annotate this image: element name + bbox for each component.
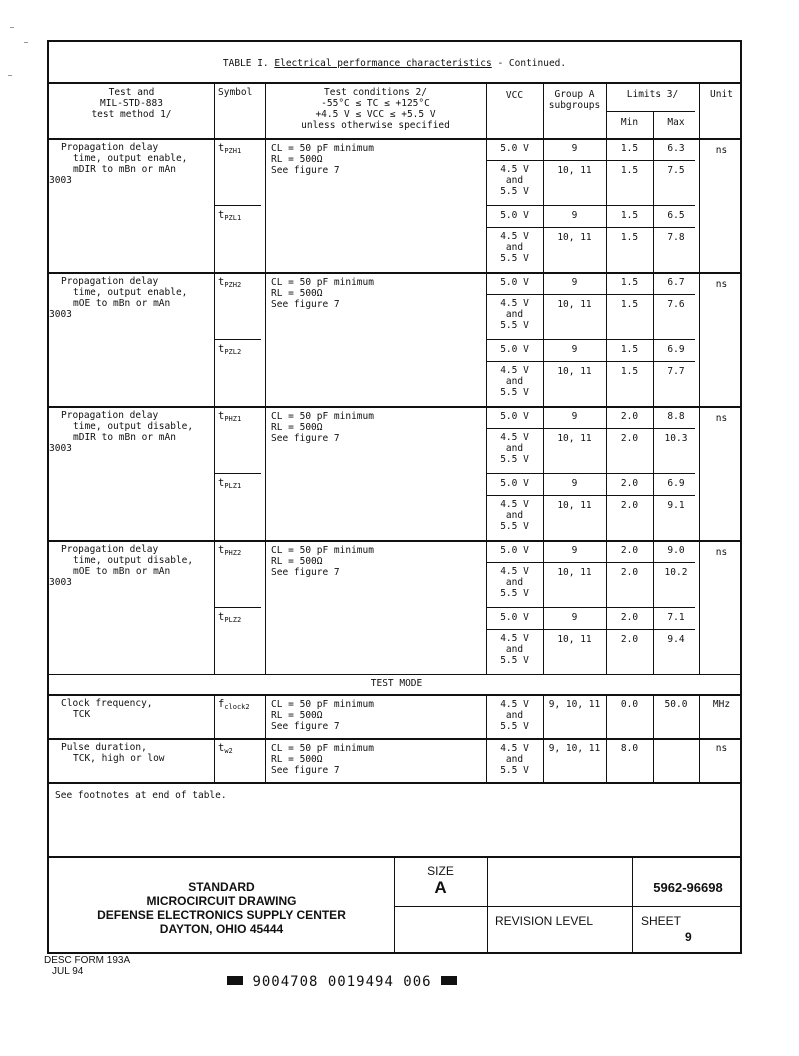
condition-line: CL = 50 pF minimum bbox=[271, 545, 374, 556]
test-description-line: mOE to mBn or mAn bbox=[73, 566, 171, 577]
unit-value: ns bbox=[715, 413, 728, 424]
table-title-underlined: Electrical performance characteristics bbox=[274, 58, 492, 69]
test-description-line: TCK bbox=[73, 709, 91, 720]
vcc-value: 5.5 V bbox=[500, 721, 529, 732]
vcc-value: 5.5 V bbox=[500, 521, 529, 532]
vcc-value: 4.5 V bbox=[500, 231, 529, 242]
vcc-value: 5.0 V bbox=[500, 411, 529, 422]
limit-max: 9.1 bbox=[667, 500, 685, 511]
vcc-value: 5.0 V bbox=[500, 277, 529, 288]
group-subgroups: 10, 11 bbox=[557, 500, 592, 511]
vcc-and: and bbox=[505, 510, 524, 521]
limit-min: 1.5 bbox=[620, 210, 639, 221]
condition-line: CL = 50 pF minimum bbox=[271, 699, 374, 710]
test-description-line: time, output enable, bbox=[73, 153, 188, 164]
form-number: DESC FORM 193A bbox=[44, 955, 131, 966]
condition-line: See figure 7 bbox=[271, 433, 340, 444]
symbol-tplz2: $t_{PLZ2}$ bbox=[218, 611, 242, 624]
group-subgroups: 10, 11 bbox=[557, 165, 592, 176]
barcode-text: 9004708 0019494 006 bbox=[252, 974, 432, 990]
org-line: DAYTON, OHIO 45444 bbox=[159, 922, 284, 936]
test-mode-label: TEST MODE bbox=[370, 678, 423, 689]
test-description-line: Propagation delay bbox=[61, 276, 159, 287]
limit-min: 1.5 bbox=[620, 366, 639, 377]
group-subgroups: 9 bbox=[571, 411, 578, 422]
vcc-value: 5.5 V bbox=[500, 655, 529, 666]
limit-max: 10.2 bbox=[664, 567, 688, 578]
limit-min: 1.5 bbox=[620, 299, 639, 310]
footnote-text: See footnotes at end of table. bbox=[55, 790, 227, 801]
limit-min: 2.0 bbox=[620, 433, 639, 444]
unit-value: ns bbox=[715, 279, 728, 290]
sheet-label: SHEET bbox=[641, 914, 682, 928]
header-group-line: Group A bbox=[554, 89, 595, 100]
org-block bbox=[49, 880, 394, 936]
org-line: DEFENSE ELECTRONICS SUPPLY CENTER bbox=[97, 908, 346, 922]
vcc-value: 4.5 V bbox=[500, 164, 529, 175]
header-test-line: MIL-STD-883 bbox=[100, 98, 163, 109]
vcc-value: 4.5 V bbox=[500, 499, 529, 510]
limit-min: 1.5 bbox=[620, 143, 639, 154]
unit-value: ns bbox=[715, 547, 728, 558]
limit-max: 7.7 bbox=[667, 366, 685, 377]
limit-max: 6.9 bbox=[667, 344, 685, 355]
header-min: Min bbox=[620, 117, 639, 128]
vcc-value: 4.5 V bbox=[500, 432, 529, 443]
limit-max: 8.8 bbox=[667, 411, 685, 422]
vcc-and: and bbox=[505, 644, 524, 655]
limit-max: 6.7 bbox=[667, 277, 685, 288]
unit-value: ns bbox=[715, 145, 728, 156]
size-label: SIZE bbox=[427, 864, 454, 878]
barcode bbox=[227, 974, 457, 990]
vcc-value: 4.5 V bbox=[500, 699, 529, 710]
condition-line: RL = 500Ω bbox=[271, 422, 323, 433]
table-title bbox=[49, 58, 740, 69]
vcc-value: 5.5 V bbox=[500, 320, 529, 331]
drawing-frame bbox=[47, 40, 742, 954]
header-vcc: VCC bbox=[505, 90, 524, 101]
title-block bbox=[49, 856, 740, 956]
limit-max: 7.1 bbox=[667, 612, 685, 623]
condition-line: RL = 500Ω bbox=[271, 288, 323, 299]
group-subgroups: 10, 11 bbox=[557, 567, 592, 578]
limit-min: 2.0 bbox=[620, 567, 639, 578]
test-description-line: mDIR to mBn or mAn bbox=[73, 432, 176, 443]
limit-min: 2.0 bbox=[620, 478, 639, 489]
test-description-line: 3003 bbox=[49, 577, 72, 588]
symbol-tw2: $t_{w2}$ bbox=[218, 742, 233, 755]
unit-value: ns bbox=[715, 743, 728, 754]
condition-line: See figure 7 bbox=[271, 299, 340, 310]
vcc-value: 4.5 V bbox=[500, 298, 529, 309]
condition-line: RL = 500Ω bbox=[271, 556, 323, 567]
group-subgroups: 10, 11 bbox=[557, 299, 592, 310]
limit-max: 9.0 bbox=[667, 545, 685, 556]
condition-line: See figure 7 bbox=[271, 721, 340, 732]
group-subgroups: 10, 11 bbox=[557, 232, 592, 243]
header-conditions-line: +4.5 V ≤ VCC ≤ +5.5 V bbox=[315, 109, 436, 120]
header-unit: Unit bbox=[710, 89, 733, 100]
symbol-tpzl2: $t_{PZL2}$ bbox=[218, 343, 242, 356]
condition-line: See figure 7 bbox=[271, 765, 340, 776]
header-conditions-line: Test conditions 2/ bbox=[324, 87, 427, 98]
drawing-number: 5962-96698 bbox=[653, 880, 723, 895]
condition-line: CL = 50 pF minimum bbox=[271, 143, 374, 154]
condition-line: CL = 50 pF minimum bbox=[271, 277, 374, 288]
org-line: STANDARD bbox=[188, 880, 255, 894]
vcc-value: 5.5 V bbox=[500, 186, 529, 197]
symbol-tpzl1: $t_{PZL1}$ bbox=[218, 209, 242, 222]
vcc-and: and bbox=[505, 577, 524, 588]
limit-min: 1.5 bbox=[620, 232, 639, 243]
vcc-value: 4.5 V bbox=[500, 633, 529, 644]
group-subgroups: 9, 10, 11 bbox=[548, 699, 601, 710]
limit-max: 9.4 bbox=[667, 634, 685, 645]
limit-max: 6.5 bbox=[667, 210, 685, 221]
test-description-line: mOE to mBn or mAn bbox=[73, 298, 171, 309]
vcc-value: 4.5 V bbox=[500, 743, 529, 754]
vcc-and: and bbox=[505, 175, 524, 186]
table-title-prefix: TABLE I. bbox=[222, 58, 269, 69]
test-description-line: time, output disable, bbox=[73, 555, 194, 566]
condition-line: See figure 7 bbox=[271, 567, 340, 578]
group-subgroups: 9 bbox=[571, 612, 578, 623]
vcc-and: and bbox=[505, 710, 524, 721]
header-test-line: Test and bbox=[108, 87, 155, 98]
test-description-line: 3003 bbox=[49, 309, 72, 320]
group-subgroups: 9 bbox=[571, 143, 578, 154]
test-description-line: Propagation delay bbox=[61, 142, 159, 153]
vcc-value: 5.5 V bbox=[500, 454, 529, 465]
test-description-line: Propagation delay bbox=[61, 544, 159, 555]
limit-max: 7.8 bbox=[667, 232, 685, 243]
test-description-line: TCK, high or low bbox=[73, 753, 165, 764]
header-max: Max bbox=[667, 117, 685, 128]
header-group-line: subgroups bbox=[548, 100, 601, 111]
limit-max: 50.0 bbox=[664, 699, 688, 710]
group-subgroups: 9 bbox=[571, 545, 578, 556]
test-description-line: Clock frequency, bbox=[61, 698, 153, 709]
vcc-value: 4.5 V bbox=[500, 566, 529, 577]
table-title-suffix: - Continued. bbox=[497, 58, 567, 69]
group-subgroups: 10, 11 bbox=[557, 433, 592, 444]
vcc-and: and bbox=[505, 242, 524, 253]
symbol-fclock2: $f_{clock2}$ bbox=[218, 698, 250, 711]
limit-min: 2.0 bbox=[620, 500, 639, 511]
test-description-line: 3003 bbox=[49, 443, 72, 454]
test-description-line: time, output enable, bbox=[73, 287, 188, 298]
symbol-tphz1: $t_{PHZ1}$ bbox=[218, 410, 242, 423]
size-value: A bbox=[434, 878, 447, 897]
vcc-value: 5.5 V bbox=[500, 588, 529, 599]
limit-min: 2.0 bbox=[620, 545, 639, 556]
test-description-line: mDIR to mBn or mAn bbox=[73, 164, 176, 175]
header-conditions-line: unless otherwise specified bbox=[301, 120, 450, 131]
condition-line: RL = 500Ω bbox=[271, 154, 323, 165]
header-limits: Limits 3/ bbox=[626, 89, 679, 100]
limit-min: 2.0 bbox=[620, 634, 639, 645]
vcc-value: 5.0 V bbox=[500, 612, 529, 623]
limit-min: 2.0 bbox=[620, 612, 639, 623]
vcc-value: 5.5 V bbox=[500, 387, 529, 398]
limit-min: 1.5 bbox=[620, 165, 639, 176]
symbol-tphz2: $t_{PHZ2}$ bbox=[218, 544, 242, 557]
vcc-and: and bbox=[505, 309, 524, 320]
vcc-value: 5.0 V bbox=[500, 545, 529, 556]
condition-line: CL = 50 pF minimum bbox=[271, 743, 374, 754]
group-subgroups: 9 bbox=[571, 277, 578, 288]
group-subgroups: 9, 10, 11 bbox=[548, 743, 601, 754]
test-description-line: 3003 bbox=[49, 175, 72, 186]
vcc-and: and bbox=[505, 376, 524, 387]
limit-min: 0.0 bbox=[620, 699, 639, 710]
group-subgroups: 9 bbox=[571, 478, 578, 489]
test-description-line: Propagation delay bbox=[61, 410, 159, 421]
sheet-value: 9 bbox=[685, 930, 692, 944]
vcc-value: 5.0 V bbox=[500, 210, 529, 221]
limit-max: 6.3 bbox=[667, 143, 685, 154]
limit-max: 6.9 bbox=[667, 478, 685, 489]
header-test-line: test method 1/ bbox=[91, 109, 172, 120]
header-symbol: Symbol bbox=[218, 87, 253, 98]
unit-value: MHz bbox=[712, 699, 731, 710]
condition-line: CL = 50 pF minimum bbox=[271, 411, 374, 422]
vcc-value: 5.0 V bbox=[500, 344, 529, 355]
limit-max: 7.6 bbox=[667, 299, 685, 310]
vcc-value: 4.5 V bbox=[500, 365, 529, 376]
test-description-line: Pulse duration, bbox=[61, 742, 147, 753]
vcc-and: and bbox=[505, 443, 524, 454]
limit-min: 8.0 bbox=[620, 743, 639, 754]
header-conditions-line: -55°C ≤ TC ≤ +125°C bbox=[321, 98, 430, 109]
vcc-and: and bbox=[505, 754, 524, 765]
condition-line: See figure 7 bbox=[271, 165, 340, 176]
group-subgroups: 9 bbox=[571, 344, 578, 355]
org-line: MICROCIRCUIT DRAWING bbox=[146, 894, 297, 908]
limit-max: 10.3 bbox=[664, 433, 688, 444]
vcc-value: 5.5 V bbox=[500, 765, 529, 776]
revision-label: REVISION LEVEL bbox=[495, 914, 594, 928]
condition-line: RL = 500Ω bbox=[271, 710, 323, 721]
limit-max: 7.5 bbox=[667, 165, 685, 176]
vcc-value: 5.0 V bbox=[500, 143, 529, 154]
form-date: JUL 94 bbox=[52, 966, 84, 977]
vcc-value: 5.5 V bbox=[500, 253, 529, 264]
group-subgroups: 10, 11 bbox=[557, 366, 592, 377]
group-subgroups: 10, 11 bbox=[557, 634, 592, 645]
symbol-tplz1: $t_{PLZ1}$ bbox=[218, 477, 242, 490]
test-description-line: time, output disable, bbox=[73, 421, 194, 432]
vcc-value: 5.0 V bbox=[500, 478, 529, 489]
condition-line: RL = 500Ω bbox=[271, 754, 323, 765]
symbol-tpzh2: $t_{PZH2}$ bbox=[218, 276, 242, 289]
limit-min: 1.5 bbox=[620, 344, 639, 355]
symbol-tpzh1: $t_{PZH1}$ bbox=[218, 142, 242, 155]
limit-min: 2.0 bbox=[620, 411, 639, 422]
group-subgroups: 9 bbox=[571, 210, 578, 221]
limit-min: 1.5 bbox=[620, 277, 639, 288]
